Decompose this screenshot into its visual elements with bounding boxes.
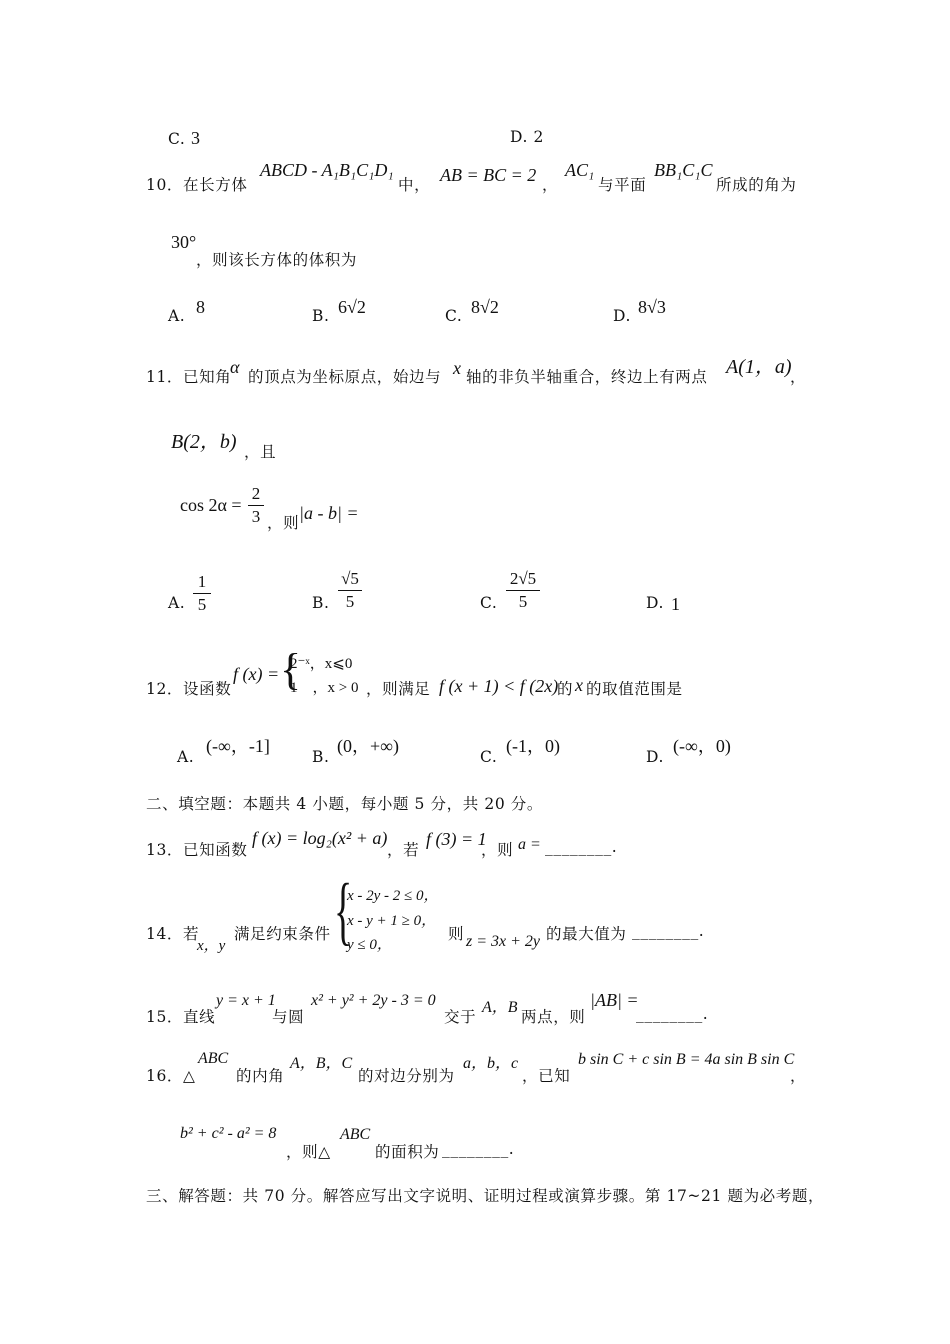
q11-option-c-fraction: [506, 569, 540, 612]
q11-qie: ，且: [244, 443, 277, 461]
q11-option-a: A.: [168, 594, 186, 612]
fraction-numerator: √5: [341, 569, 359, 588]
q12-brace: {: [280, 645, 302, 694]
q15-with-circle: 与圆: [272, 1008, 305, 1026]
q11-option-a-fraction: [193, 572, 211, 615]
q15-circle: x² + y² + 2y - 3 = 0: [311, 992, 436, 1009]
q10-option-c-value: 8√2: [471, 297, 499, 317]
q11-cos-lhs: cos 2α =: [180, 495, 242, 515]
q11-option-d: D.: [646, 594, 665, 612]
option-label: A.: [168, 307, 186, 325]
q9-option-d: [510, 128, 544, 146]
q11-comma: ，: [790, 368, 807, 386]
q12-option-c: C.: [480, 748, 498, 766]
q13-ruo: ，若: [387, 841, 420, 859]
q10-option-d: D.: [613, 307, 632, 325]
q14-brace: {: [334, 869, 353, 953]
q12-de: 的: [557, 680, 574, 698]
q13-ze: ，则: [481, 841, 514, 859]
q14-constraint-1: x - 2y - 2 ≤ 0，: [347, 888, 439, 904]
q14-blank: ________.: [632, 922, 705, 940]
q13-ans: a =: [518, 836, 541, 853]
q13-fx: f (x) = log₂(x² + a): [252, 828, 388, 848]
q15-ab: A，B: [482, 999, 518, 1016]
q10-angle: 30°: [171, 232, 197, 252]
q12-x: x: [575, 675, 583, 695]
q10-ac1: AC₁: [565, 160, 595, 180]
q10-tail: ，则该长方体的体积为: [196, 251, 358, 269]
q15-part1: 15．直线: [146, 1008, 216, 1026]
q12-option-d: D.: [646, 748, 665, 766]
q15-blank: ________.: [636, 1005, 709, 1023]
q10-comma: ，: [542, 176, 559, 194]
q10-option-b: B.: [312, 307, 330, 325]
q12-part2: ，则满足: [366, 680, 431, 698]
option-label: D.: [510, 128, 529, 146]
q12-option-d-value: (-∞，0): [673, 736, 731, 756]
q10-eq: AB = BC = 2: [440, 165, 537, 185]
q10-number: 10．在长方体: [146, 176, 248, 194]
q16-eq1: b sin C + c sin B = 4a sin B sin C: [578, 1051, 795, 1068]
q11-part3: 轴的非负半轴重合，终边上有两点: [466, 368, 708, 386]
q12-option-b-value: (0，+∞): [337, 736, 399, 756]
q11-part1: 11．已知角: [146, 368, 232, 386]
fraction-numerator: 2√5: [509, 569, 537, 588]
q16-abc: ABC: [198, 1050, 229, 1067]
q14-constraint-3: y ≤ 0，: [347, 937, 392, 953]
q16-part1: 16．△: [146, 1067, 196, 1085]
q10-plane: BB₁C₁C: [654, 160, 713, 180]
q12-ineq: f (x + 1) < f (2x): [439, 676, 559, 696]
q16-blank: ________.: [442, 1140, 515, 1158]
q16-sides: a，b，c: [463, 1055, 519, 1072]
q14-part3: 的最大值为: [546, 925, 627, 943]
q11-option-c: C.: [480, 594, 498, 612]
q12-case2: 1 ，x > 0: [290, 680, 359, 696]
q10-angle-text: 所成的角为: [716, 176, 797, 194]
q10-with-plane: 与平面: [598, 176, 647, 194]
q16-part2: 的内角: [236, 1067, 285, 1085]
q14-part1: 14．若: [146, 925, 200, 943]
section-2-heading: 二、填空题：本题共 4 小题，每小题 5 分，共 20 分。: [146, 795, 544, 813]
fraction-denominator: 5: [518, 592, 528, 611]
fraction-denominator: 5: [197, 595, 207, 614]
fraction-bar: [506, 590, 540, 591]
q16-part5: ，则△: [286, 1143, 331, 1161]
q12-option-b: B.: [312, 748, 330, 766]
q16-part6: 的面积为: [375, 1143, 440, 1161]
q16-comma: ，: [790, 1067, 807, 1085]
q10-solid: ABCD - A₁B₁C₁D₁: [260, 160, 394, 180]
q9-option-c: [168, 128, 200, 149]
q12-option-a: A.: [177, 748, 195, 766]
option-value: 3: [190, 128, 200, 148]
q13-cond: f (3) = 1: [426, 829, 487, 849]
fraction-denominator: 5: [345, 592, 355, 611]
section-3-heading: 三、解答题：共 70 分。解答应写出文字说明、证明过程或演算步骤。第 17~21 题为必考题，: [146, 1187, 825, 1205]
q10-option-b-value: 6√2: [338, 297, 366, 317]
q16-angles: A，B，C: [290, 1055, 353, 1072]
q12-part1: 12．设函数: [146, 680, 232, 698]
q11-point-a: A(1，a): [726, 356, 792, 378]
q12-case1: 2⁻ˣ，x⩽0: [290, 656, 353, 672]
q11-alpha: α: [230, 357, 240, 377]
q14-part2: 满足约束条件: [234, 925, 331, 943]
fraction-denominator: 3: [251, 507, 261, 526]
q11-abs: |a - b| =: [299, 503, 359, 523]
q11-option-d-value: 1: [671, 594, 680, 614]
q14-ze: 则: [448, 925, 465, 943]
q13-part1: 13．已知函数: [146, 841, 248, 859]
q14-vars: x，y: [197, 938, 226, 954]
q15-line: y = x + 1: [216, 992, 276, 1009]
q10-option-a: [168, 307, 185, 325]
q16-part3: 的对边分别为: [358, 1067, 455, 1085]
q15-meet: 交于: [444, 1008, 477, 1026]
fraction-numerator: 1: [197, 572, 207, 591]
q12-part3: 的取值范围是: [586, 680, 683, 698]
q12-option-c-value: (-1，0): [506, 736, 560, 756]
q11-x: x: [453, 358, 461, 378]
q13-blank: ________.: [545, 838, 618, 856]
q14-z: z = 3x + 2y: [466, 933, 541, 950]
q10-option-c: C.: [445, 307, 463, 325]
q15-abs: |AB| =: [590, 990, 639, 1010]
fraction-bar: [193, 593, 211, 594]
q16-abc-2: ABC: [340, 1126, 371, 1143]
q16-eq2: b² + c² - a² = 8: [180, 1125, 277, 1142]
q16-part4: ，已知: [522, 1067, 571, 1085]
q11-part2: 的顶点为坐标原点，始边与: [248, 368, 442, 386]
q11-option-b: B.: [312, 594, 330, 612]
q11-point-b: B(2，b): [171, 431, 237, 453]
q15-part2: 两点，则: [521, 1008, 586, 1026]
q12-fx: f (x) =: [233, 664, 280, 684]
q11-ze: ，则: [267, 514, 300, 532]
option-label: C.: [168, 130, 186, 148]
fraction-bar: [248, 505, 264, 506]
q12-option-a-value: (-∞，-1]: [206, 736, 270, 756]
option-value: 2: [533, 128, 545, 146]
q11-option-b-fraction: [338, 569, 362, 612]
q10-zhong: 中，: [398, 176, 431, 194]
fraction-bar: [338, 590, 362, 591]
q14-constraint-2: x - y + 1 ≥ 0，: [347, 913, 437, 929]
q10-option-d-value: 8√3: [638, 297, 666, 317]
q10-option-a-value: 8: [196, 297, 205, 317]
fraction-numerator: 2: [251, 484, 261, 503]
q11-cos-fraction: [248, 484, 264, 527]
